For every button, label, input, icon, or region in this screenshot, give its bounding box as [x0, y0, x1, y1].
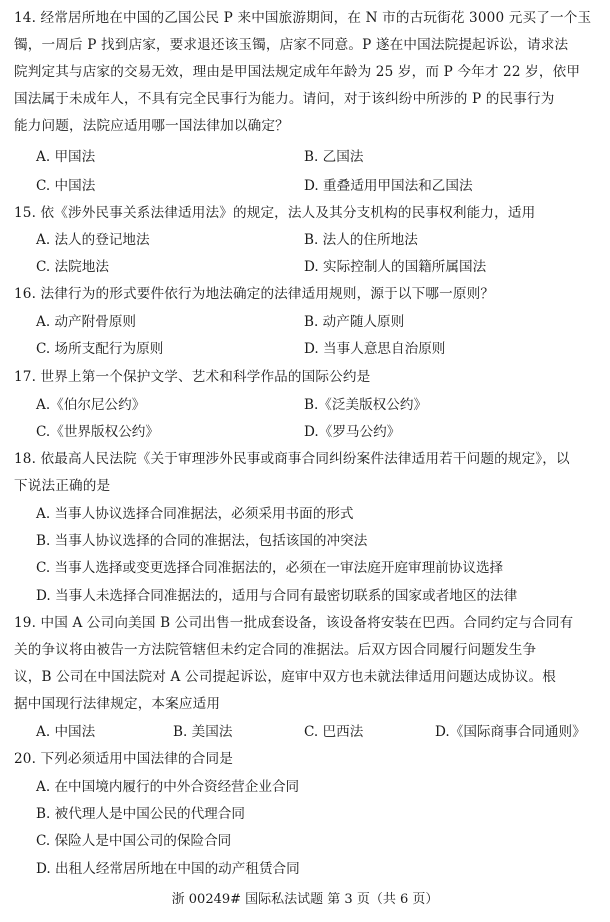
q19-option-b: B. 美国法	[173, 724, 233, 740]
q18-text-line-2: 下说法正确的是	[14, 478, 111, 494]
q15-text-line-1: 15. 依《涉外民事关系法律适用法》的规定，法人及其分支机构的民事权利能力，适用	[14, 205, 536, 221]
q19-text-line-2: 关的争议将由被告一方法院管辖但未约定合同的准据法。后双方因合同履行问题发生争	[14, 642, 537, 658]
q17-option-c: C.《世界版权公约》	[36, 424, 159, 440]
q15-option-b: B. 法人的住所地法	[304, 232, 418, 248]
q14-option-c: C. 中国法	[36, 178, 96, 194]
q20-option-c: C. 保险人是中国公司的保险合同	[36, 833, 232, 849]
q17-option-a: A.《伯尔尼公约》	[36, 397, 146, 413]
q14-text-line-3: 院判定其与店家的交易无效，理由是甲国法规定成年年龄为 25 岁，而 P 今年才 22 岁，依甲	[14, 64, 581, 80]
q18-option-c: C. 当事人选择或变更选择合同准据法的，必须在一审法庭开庭审理前协议选择	[36, 560, 504, 576]
q14-option-d: D. 重叠适用甲国法和乙国法	[304, 178, 473, 194]
q19-option-c: C. 巴西法	[304, 724, 364, 740]
q14-text-line-1: 14. 经常居所地在中国的乙国公民 P 来中国旅游期间，在 N 市的古玩街花 3000 元买了一个玉	[14, 10, 592, 26]
q19-text-line-3: 议，B 公司在中国法院对 A 公司提起诉讼，庭审中双方也未就法律适用问题达成协议。根	[14, 669, 557, 685]
q20-option-b: B. 被代理人是中国公民的代理合同	[36, 806, 245, 822]
page-footer: 浙 00249# 国际私法试题 第 3 页（共 6 页）	[171, 892, 439, 907]
q16-text-line-1: 16. 法律行为的形式要件依行为地法确定的法律适用规则，源于以下哪一原则？	[14, 286, 495, 302]
q20-option-d: D. 出租人经常居所地在中国的动产租赁合同	[36, 861, 300, 877]
q17-option-b: B.《泛美版权公约》	[304, 397, 428, 413]
q15-option-c: C. 法院地法	[36, 259, 109, 275]
q16-option-a: A. 动产附骨原则	[36, 314, 137, 330]
q19-option-d: D.《国际商事合同通则》	[435, 724, 586, 740]
q18-option-b: B. 当事人协议选择的合同的准据法，包括该国的冲突法	[36, 533, 368, 549]
q20-text-line-1: 20. 下列必须适用中国法律的合同是	[14, 751, 233, 767]
q18-option-a: A. 当事人协议选择合同准据法，必须采用书面的形式	[36, 506, 354, 522]
q16-option-d: D. 当事人意思自治原则	[304, 341, 446, 357]
q14-option-a: A. 甲国法	[36, 149, 96, 165]
q17-text-line-1: 17. 世界上第一个保护文学、艺术和科学作品的国际公约是	[14, 369, 371, 385]
q14-text-line-4: 国法属于未成年人，不具有完全民事行为能力。请问，对于该纠纷中所涉的 P 的民事行为	[14, 91, 555, 107]
q19-text-line-4: 据中国现行法律规定，本案应适用	[14, 696, 221, 712]
q19-text-line-1: 19. 中国 A 公司向美国 B 公司出售一批成套设备，该设备将安装在巴西。合同约定与合同有	[14, 615, 574, 631]
q16-option-c: C. 场所支配行为原则	[36, 341, 164, 357]
q17-option-d: D.《罗马公约》	[304, 424, 401, 440]
q15-option-d: D. 实际控制人的国籍所属国法	[304, 259, 487, 275]
q14-text-line-2: 镯，一周后 P 找到店家，要求退还该玉镯，店家不同意。P 遂在中国法院提起诉讼，请求法	[14, 37, 569, 53]
q14-text-line-5: 能力问题，法院应适用哪一国法律加以确定？	[14, 118, 289, 134]
q15-option-a: A. 法人的登记地法	[36, 232, 150, 248]
q18-option-d: D. 当事人未选择合同准据法的，适用与合同有最密切联系的国家或者地区的法律	[36, 588, 518, 604]
q18-text-line-1: 18. 依最高人民法院《关于审理涉外民事或商事合同纠纷案件法律适用若干问题的规定》，以	[14, 451, 570, 467]
q14-option-b: B. 乙国法	[304, 149, 364, 165]
q16-option-b: B. 动产随人原则	[304, 314, 405, 330]
q20-option-a: A. 在中国境内履行的中外合资经营企业合同	[36, 779, 300, 795]
q19-option-a: A. 中国法	[36, 724, 96, 740]
